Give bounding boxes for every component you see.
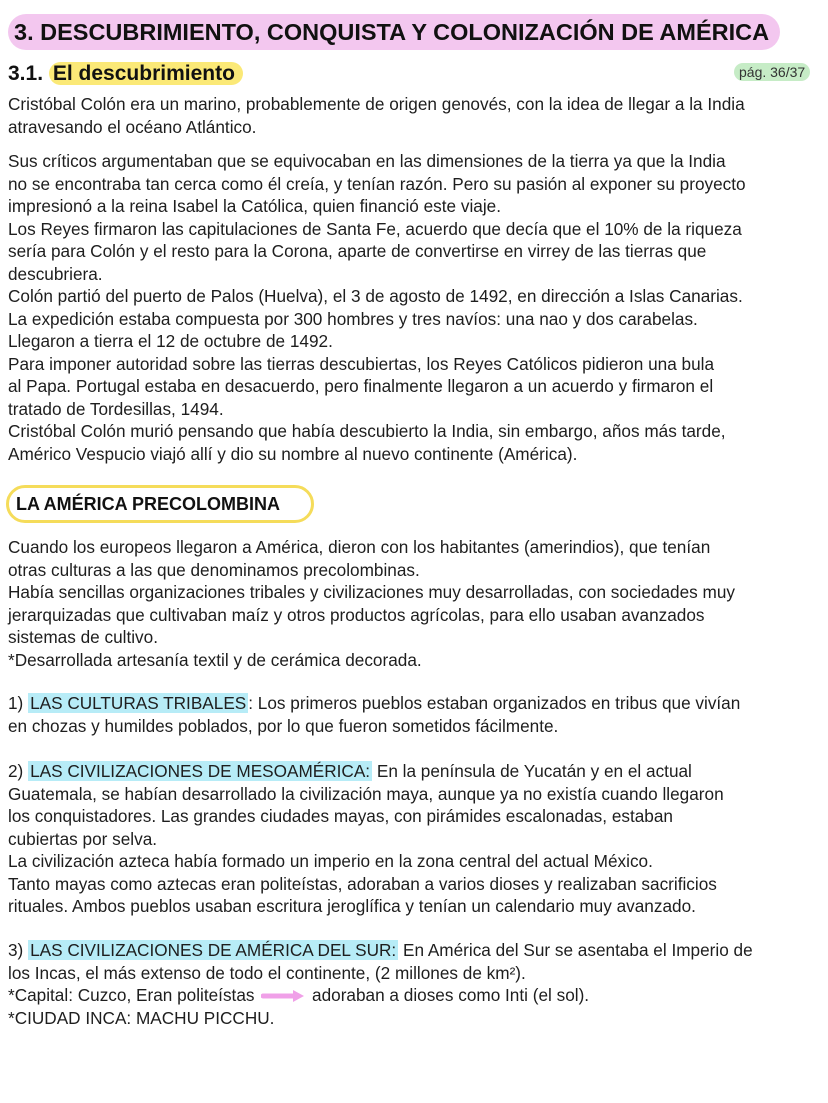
text-line: Cuando los europeos llegaron a América, dieron con los habitantes (amerindios), que tenían <box>8 537 711 557</box>
section-name: El descubrimiento <box>49 62 243 85</box>
text-line <box>8 692 740 715</box>
text-line: rituales. Ambos pueblos usaban escritura jeroglífica y tenían un calendario muy avanzado. <box>8 896 696 916</box>
text-line: los Incas, el más extenso de todo el continente, (2 millones de km²). <box>8 962 526 983</box>
text-line: sería para Colón y el resto para la Corona, aparte de convertirse en virrey de las tierras que <box>8 241 707 261</box>
capital-text: *Capital: Cuzco, Eran politeístas <box>8 985 260 1005</box>
text-line: Llegaron a tierra el 12 de octubre de 1492. <box>8 331 333 351</box>
text-line: Guatemala, se habían desarrollado la civilización maya, aunque ya no existía cuando llegaron <box>8 783 724 804</box>
precolombina-paragraph <box>8 536 735 671</box>
america-del-sur-paragraph <box>8 939 753 1029</box>
text-line: La expedición estaba compuesta por 300 hombres y tres navíos: una nao y dos carabelas. <box>8 308 698 329</box>
culturas-tribales-paragraph <box>8 692 740 737</box>
highlighted-term: LAS CIVILIZACIONES DE MESOAMÉRICA: <box>30 761 371 781</box>
text-line: impresionó a la reina Isabel la Católica, quien financió este viaje. <box>8 196 501 216</box>
text-line: sistemas de cultivo. <box>8 627 158 647</box>
item-number: 3) <box>8 940 29 960</box>
text-line: descubriera. <box>8 263 103 284</box>
text-line: *CIUDAD INCA: MACHU PICCHU. <box>8 1007 275 1028</box>
text-line: *Desarrollada artesanía textil y de cerámica decorada. <box>8 649 422 670</box>
intro-paragraph <box>8 93 745 138</box>
precolombina-heading: LA AMÉRICA PRECOLOMBINA <box>6 485 314 523</box>
text-line: tratado de Tordesillas, 1494. <box>8 398 224 419</box>
item-text: : Los primeros pueblos estaban organizados en tribus que vivían <box>248 693 741 713</box>
text-line: al Papa. Portugal estaba en desacuerdo, pero finalmente llegaron a un acuerdo y firmaron el <box>8 376 714 396</box>
text-line: jerarquizadas que cultivaban maíz y otros productos agrícolas, para ello usaban avanzados <box>8 604 705 625</box>
body-paragraph <box>8 150 746 465</box>
text-line: no se encontraba tan cerca como él creía, y tenían razón. Pero su pasión al exponer su proyecto <box>8 173 746 194</box>
text-line: Sus críticos argumentaban que se equivocaban en las dimensiones de la tierra ya que la India <box>8 151 726 171</box>
section-number: 3.1. <box>8 62 44 85</box>
item-text: En la península de Yucatán y en el actual <box>372 761 692 781</box>
text-line: Para imponer autoridad sobre las tierras descubiertas, los Reyes Católicos pidieron una bula <box>8 353 715 374</box>
page-title: 3. DESCUBRIMIENTO, CONQUISTA Y COLONIZACIÓN DE AMÉRICA <box>8 14 780 50</box>
text-line: Había sencillas organizaciones tribales y civilizaciones muy desarrolladas, con sociedades muy <box>8 582 736 602</box>
text-line: Cristóbal Colón era un marino, probablemente de origen genovés, con la idea de llegar a la India <box>8 94 745 114</box>
text-line: La civilización azteca había formado un imperio en la zona central del actual México. <box>8 851 653 871</box>
mesoamerica-paragraph <box>8 760 724 918</box>
text-line <box>8 939 753 962</box>
item-number: 2) <box>8 761 29 781</box>
section-heading <box>8 62 243 86</box>
text-line: los conquistadores. Las grandes ciudades mayas, con pirámides escalonadas, estaban <box>8 806 673 826</box>
item-text: En América del Sur se asentaba el Imperio de <box>398 940 753 960</box>
capital-text-continued: adoraban a dioses como Inti (el sol). <box>307 985 590 1005</box>
highlighted-term: LAS CIVILIZACIONES DE AMÉRICA DEL SUR: <box>30 940 397 960</box>
highlighted-term: LAS CULTURAS TRIBALES <box>30 693 247 713</box>
text-line: Tanto mayas como aztecas eran politeístas, adoraban a varios dioses y realizaban sacrificios <box>8 873 717 894</box>
text-line: Américo Vespucio viajó allí y dio su nombre al nuevo continente (América). <box>8 443 578 464</box>
text-line: Colón partió del puerto de Palos (Huelva), el 3 de agosto de 1492, en dirección a Islas Canarias. <box>8 286 743 306</box>
arrow-right-icon <box>261 989 305 1003</box>
text-line: otras culturas a las que denominamos precolombinas. <box>8 559 420 580</box>
text-line: Los Reyes firmaron las capitulaciones de Santa Fe, acuerdo que decía que el 10% de la riqueza <box>8 218 742 239</box>
text-line: atravesando el océano Atlántico. <box>8 116 257 137</box>
item-number: 1) <box>8 693 29 713</box>
text-line: Cristóbal Colón murió pensando que había descubierto la India, sin embargo, años más tarde, <box>8 421 726 441</box>
text-line: en chozas y humildes poblados, por lo que fueron sometidos fácilmente. <box>8 715 559 736</box>
text-line: cubiertas por selva. <box>8 828 158 849</box>
page-reference: pág. 36/37 <box>734 63 810 81</box>
text-line <box>8 760 724 783</box>
text-line <box>8 984 753 1007</box>
